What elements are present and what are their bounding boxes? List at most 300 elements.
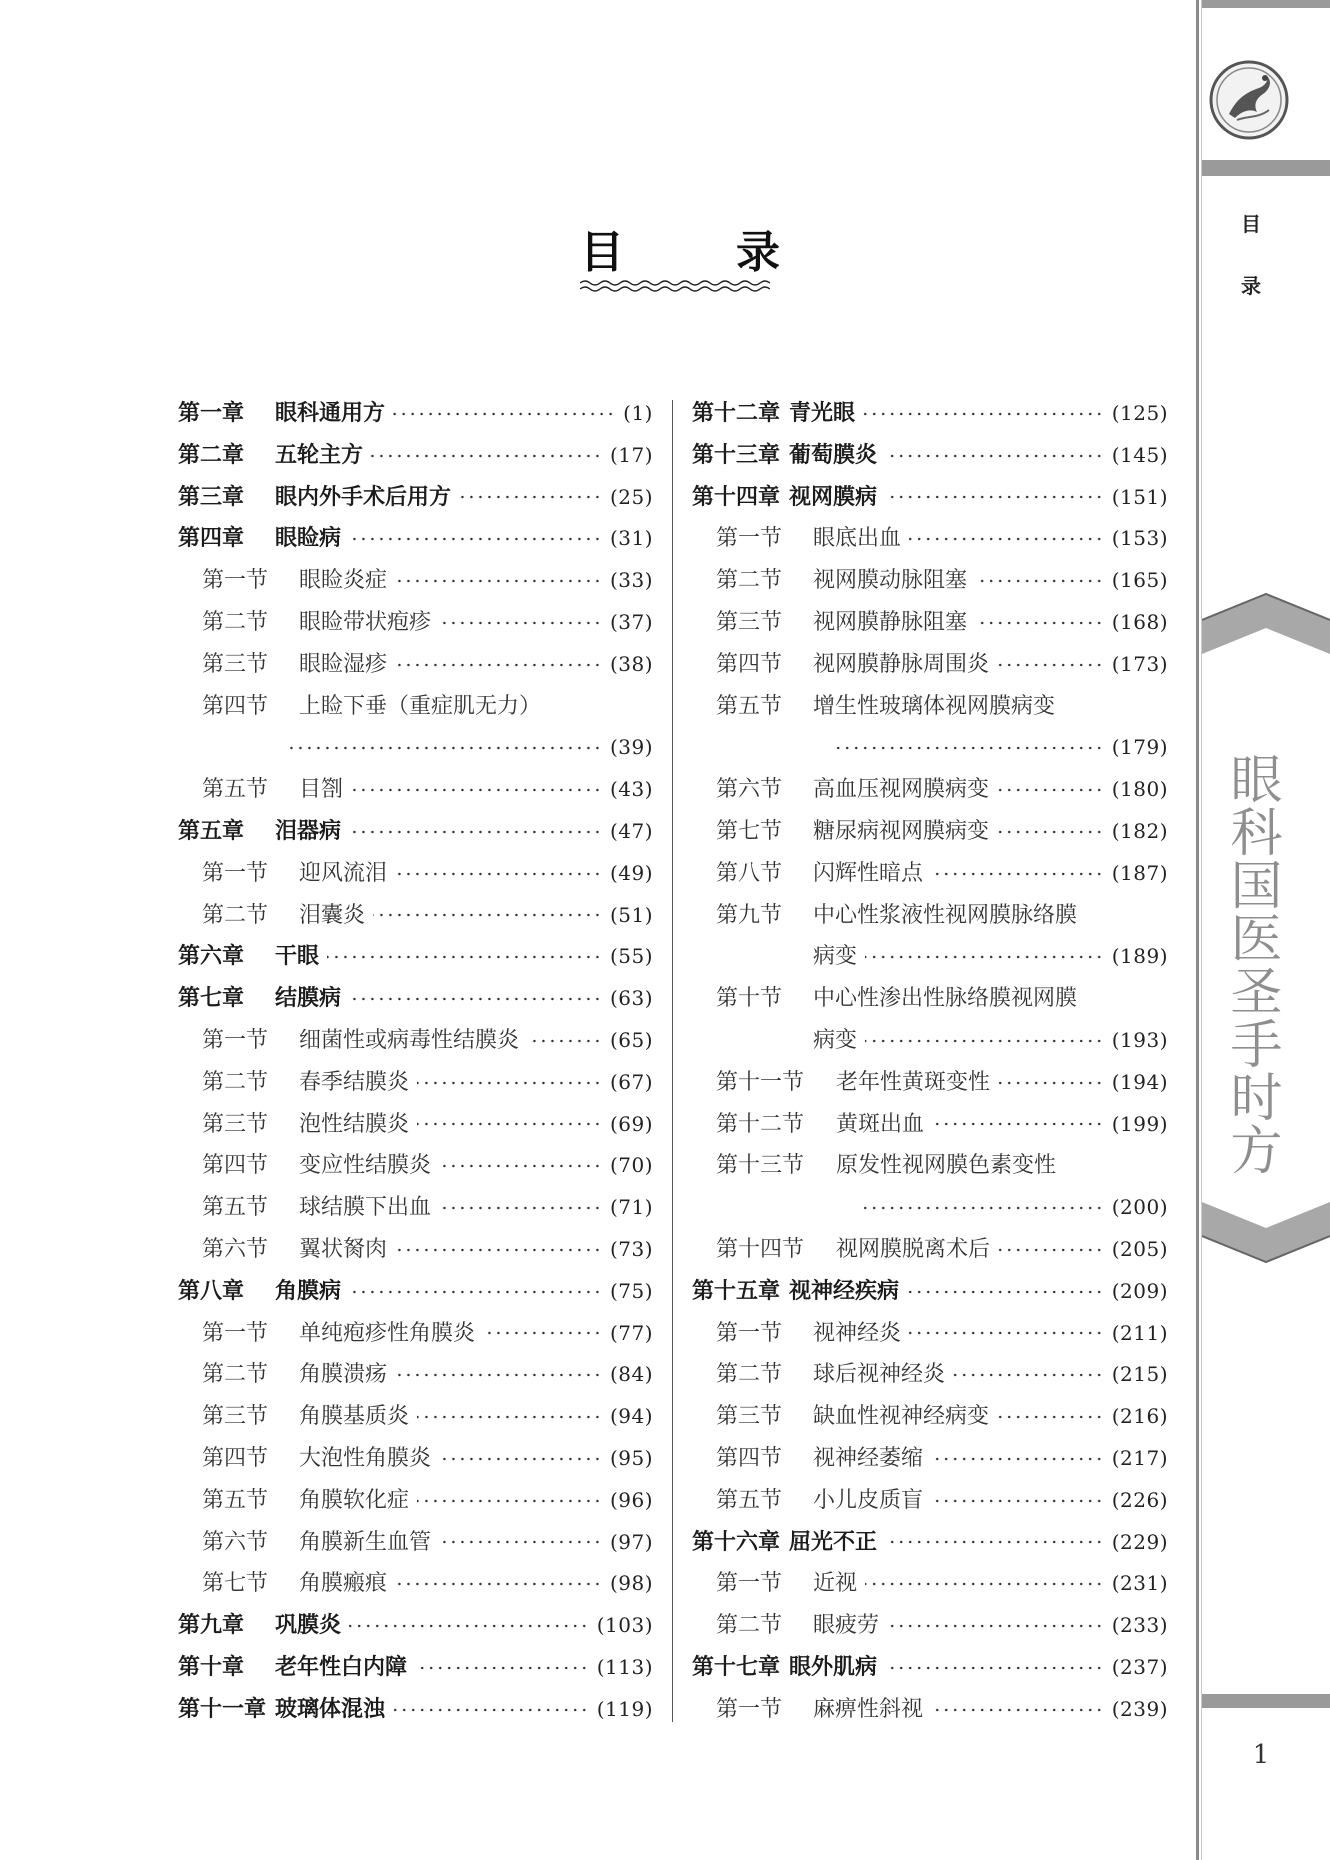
phoenix-seal-logo: [1207, 58, 1291, 142]
side-strip-band-top: [1202, 0, 1330, 8]
toc-page-number: (1): [623, 401, 653, 425]
toc-section-row: [178, 1187, 653, 1229]
toc-entry-title: 单纯疱疹性角膜炎: [299, 1320, 476, 1346]
toc-page-number: (209): [1111, 1278, 1168, 1303]
toc-page-number: (187): [1111, 860, 1168, 885]
toc-entry-number: 第五节: [202, 1195, 269, 1221]
toc-entry-title: 上睑下垂（重症肌无力）: [299, 693, 542, 719]
toc-entry-number: 第四节: [202, 693, 269, 719]
toc-entry-title: 视网膜静脉阻塞: [813, 609, 968, 635]
toc-leader-dots: [931, 1456, 1104, 1462]
toc-entry-number: 第四节: [716, 1445, 783, 1471]
toc-section-row: [178, 1313, 653, 1355]
toc-entry-title: 视网膜静脉周围炎: [813, 651, 990, 677]
toc-leader-dots: [439, 620, 602, 626]
toc-leader-dots: [290, 745, 602, 751]
toc-leader-dots: [931, 871, 1104, 877]
toc-chapter-row: [178, 435, 653, 477]
toc-leader-dots: [393, 1707, 589, 1713]
toc-entry-title: 角膜溃疡: [299, 1362, 388, 1388]
toc-page-number: (49): [609, 860, 653, 885]
toc-entry-title: 变应性结膜炎: [299, 1153, 432, 1179]
side-chevron-lower: [1202, 1202, 1330, 1266]
toc-page-number: (70): [609, 1153, 653, 1178]
toc-chapter-row: [692, 435, 1168, 477]
toc-entry-title: 高血压视网膜病变: [813, 777, 990, 803]
toc-page-number: (67): [609, 1069, 653, 1094]
toc-leader-dots: [395, 1372, 602, 1378]
toc-entry-title: 球结膜下出血: [299, 1195, 432, 1221]
toc-section-row: [178, 1229, 653, 1271]
page-title: [580, 228, 780, 278]
toc-page-number: (200): [1111, 1195, 1168, 1220]
toc-continuation-row: [692, 1020, 1168, 1062]
toc-page-number: (153): [1111, 526, 1168, 551]
toc-leader-dots: [885, 453, 1104, 459]
toc-page-number: (84): [609, 1362, 653, 1387]
toc-leader-dots: [907, 1289, 1104, 1295]
toc-entry-number: 第五节: [202, 777, 269, 803]
toc-page-number: (226): [1111, 1487, 1168, 1512]
toc-entry-number: 第一节: [202, 1320, 269, 1346]
toc-entry-title: 角膜软化症: [299, 1487, 410, 1513]
toc-continuation-row: [692, 727, 1168, 769]
toc-leader-dots: [909, 536, 1104, 542]
toc-page-number: (51): [609, 902, 653, 927]
toc-section-row: [178, 1522, 653, 1564]
toc-entry-title: 眼底出血: [813, 526, 902, 552]
toc-chapter-row: [178, 978, 653, 1020]
toc-entry-title: 角膜新生血管: [299, 1529, 432, 1555]
toc-leader-dots: [349, 1623, 589, 1629]
toc-page-number: (173): [1111, 651, 1168, 676]
toc-entry-title: 眼疲劳: [813, 1613, 880, 1639]
toc-page-number: (71): [609, 1195, 653, 1220]
toc-entry-number: 第二节: [716, 568, 783, 594]
toc-entry-number: 第九节: [716, 902, 783, 928]
toc-entry-title: 泪囊炎: [299, 902, 366, 928]
toc-entry-title: 迎风流泪: [299, 860, 388, 886]
toc-section-row: [692, 518, 1168, 560]
toc-chapter-row: [178, 1647, 653, 1689]
toc-page-number: (103): [596, 1613, 653, 1638]
toc-entry-title: 眼睑病: [275, 526, 342, 552]
toc-entry-title: 中心性渗出性脉络膜视网膜: [813, 986, 1078, 1012]
toc-entry-title: 眼睑炎症: [299, 568, 388, 594]
toc-entry-number: 第八章: [178, 1278, 245, 1304]
toc-page-number: (182): [1111, 818, 1168, 843]
toc-leader-dots: [997, 787, 1104, 793]
toc-page-number: (94): [609, 1404, 653, 1429]
toc-entry-title: 原发性视网膜色素变性: [836, 1153, 1057, 1179]
toc-page-number: (39): [609, 735, 653, 760]
column-divider: [672, 400, 673, 1722]
toc-page-number: (233): [1111, 1613, 1168, 1638]
toc-leader-dots: [439, 1539, 602, 1545]
toc-entry-title: 缺血性视神经病变: [813, 1404, 990, 1430]
toc-page-number: (215): [1111, 1362, 1168, 1387]
toc-entry-number: 第五章: [178, 818, 245, 844]
toc-entry-title: 视神经萎缩: [813, 1445, 924, 1471]
toc-page-number: (179): [1111, 735, 1168, 760]
toc-entry-number: 第三节: [202, 1111, 269, 1137]
toc-entry-number: 第五节: [716, 1487, 783, 1513]
toc-leader-dots: [395, 578, 602, 584]
toc-entry-number: 第四节: [202, 1153, 269, 1179]
toc-entry-title: 眼外肌病: [789, 1654, 878, 1680]
toc-entry-number: 第十二章: [692, 401, 781, 426]
toc-entry-number: 第一节: [716, 1320, 783, 1346]
toc-entry-number: 第六章: [178, 944, 245, 970]
toc-entry-number: 第二节: [716, 1362, 783, 1388]
toc-page-number: (216): [1111, 1404, 1168, 1429]
toc-leader-dots: [349, 996, 602, 1002]
toc-entry-number: 第四章: [178, 526, 245, 552]
toc-entry-number: 第二节: [202, 1362, 269, 1388]
toc-page-number: (189): [1111, 944, 1168, 969]
toc-page-number: (119): [596, 1696, 653, 1721]
toc-entry-number: 第一节: [202, 1027, 269, 1053]
toc-entry-title: 视神经炎: [813, 1320, 902, 1346]
toc-entry-title: 闪辉性暗点: [813, 860, 924, 886]
toc-entry-title: 屈光不正: [789, 1529, 878, 1555]
toc-page-number: (73): [609, 1236, 653, 1261]
page-number: 1: [1252, 1740, 1270, 1770]
toc-section-row: [692, 1480, 1168, 1522]
toc-entry-title: 视网膜动脉阻塞: [813, 568, 968, 594]
toc-chapter-row: [178, 518, 653, 560]
toc-section-row: [178, 769, 653, 811]
toc-chapter-row: [178, 393, 653, 435]
toc-page-number: (229): [1111, 1529, 1168, 1554]
toc-chapter-row: [178, 1689, 653, 1731]
toc-entry-title: 小儿皮质盲: [813, 1487, 924, 1513]
toc-page-number: (31): [609, 526, 653, 551]
toc-entry-number: 第十章: [178, 1654, 245, 1680]
toc-leader-dots: [483, 1330, 602, 1336]
toc-entry-number: 第十一节: [716, 1069, 805, 1095]
toc-section-row: [178, 644, 653, 686]
toc-page-number: (125): [1111, 401, 1168, 425]
toc-entry-title: 糖尿病视网膜病变: [813, 818, 990, 844]
toc-section-row: [692, 1104, 1168, 1146]
toc-section-row: [178, 895, 653, 937]
toc-entry-number: 第十节: [716, 986, 783, 1012]
title-wave-ornament: [580, 278, 770, 294]
toc-page-number: (145): [1111, 442, 1168, 467]
toc-chapter-row: [692, 1271, 1168, 1313]
toc-page-number: (113): [596, 1654, 653, 1679]
toc-entry-number: 第十五章: [692, 1278, 781, 1304]
toc-leader-dots: [997, 829, 1104, 835]
toc-chapter-row: [692, 1522, 1168, 1564]
toc-entry-title: 细菌性或病毒性结膜炎: [299, 1027, 520, 1053]
toc-section-row: [692, 1313, 1168, 1355]
toc-entry-title: 近视: [813, 1571, 858, 1597]
toc-entry-number: 第四节: [202, 1445, 269, 1471]
toc-entry-title: 眼睑湿疹: [299, 651, 388, 677]
side-chevron-upper: [1202, 590, 1330, 654]
toc-leader-dots: [998, 1080, 1104, 1086]
toc-entry-number: 第七节: [202, 1571, 269, 1597]
toc-leader-dots: [975, 578, 1104, 584]
page-title-char-2: 录: [736, 227, 780, 278]
toc-section-row: [692, 895, 1168, 937]
toc-entry-number: 第二节: [716, 1613, 783, 1639]
toc-entry-title: 翼状胬肉: [299, 1236, 388, 1262]
side-strip-band-lower: [1202, 1694, 1330, 1708]
toc-leader-dots: [885, 494, 1104, 500]
toc-entry-title: 角膜基质炎: [299, 1404, 410, 1430]
toc-leader-dots: [931, 1707, 1104, 1713]
toc-entry-number: 第七节: [716, 818, 783, 844]
toc-leader-dots: [885, 1665, 1104, 1671]
toc-chapter-row: [178, 1605, 653, 1647]
toc-entry-title: 老年性白内障: [275, 1654, 408, 1680]
toc-section-row: [692, 560, 1168, 602]
toc-section-row: [178, 1563, 653, 1605]
toc-leader-dots: [459, 494, 602, 500]
toc-section-row: [178, 1062, 653, 1104]
toc-leader-dots: [997, 662, 1104, 668]
toc-leader-dots: [863, 411, 1104, 417]
toc-chapter-row: [178, 811, 653, 853]
toc-entry-number: 第一节: [202, 568, 269, 594]
toc-leader-dots: [349, 536, 602, 542]
toc-page-number: (25): [609, 484, 653, 509]
toc-page-number: (231): [1111, 1571, 1168, 1596]
toc-section-row: [178, 1354, 653, 1396]
toc-entry-title: 中心性浆液性视网膜脉络膜: [813, 902, 1078, 928]
side-label-top: 目: [1241, 212, 1261, 236]
toc-page-number: (199): [1111, 1111, 1168, 1136]
toc-section-row: [692, 1438, 1168, 1480]
toc-entry-number: 第十七章: [692, 1654, 781, 1680]
toc-leader-dots: [439, 1163, 602, 1169]
toc-section-row: [692, 1145, 1168, 1187]
toc-entry-title: 玻璃体混浊: [275, 1696, 386, 1722]
toc-entry-number: 第一节: [202, 860, 269, 886]
toc-section-row: [178, 1145, 653, 1187]
toc-page-number: (239): [1111, 1696, 1168, 1721]
toc-entry-number: 第十三节: [716, 1153, 805, 1179]
toc-entry-number: 第六节: [716, 777, 783, 803]
toc-entry-title: 视网膜病: [789, 484, 878, 510]
toc-leader-dots: [865, 1038, 1104, 1044]
page-title-char-1: 目: [580, 227, 624, 278]
toc-section-row: [692, 686, 1168, 728]
toc-chapter-row: [692, 393, 1168, 435]
book-title-vertical: 眼科国医圣手时方: [1221, 752, 1281, 1176]
toc-section-row: [178, 853, 653, 895]
toc-leader-dots: [327, 954, 602, 960]
toc-leader-dots: [417, 1498, 602, 1504]
toc-chapter-row: [692, 1647, 1168, 1689]
toc-section-row: [692, 1605, 1168, 1647]
toc-entry-title: 眼内外手术后用方: [275, 484, 452, 510]
toc-entry-number: 第十二节: [716, 1111, 805, 1137]
toc-entry-number: 第二节: [202, 609, 269, 635]
toc-entry-number: 第六节: [202, 1236, 269, 1262]
toc-entry-title: 视神经疾病: [789, 1278, 900, 1304]
toc-leader-dots: [351, 787, 602, 793]
toc-page-number: (97): [609, 1529, 653, 1554]
toc-leader-dots: [865, 1581, 1104, 1587]
toc-page-number: (17): [609, 442, 653, 467]
toc-entry-number: 第三章: [178, 484, 245, 510]
toc-entry-number: 第十四章: [692, 484, 781, 510]
toc-right-column: [692, 393, 1168, 1731]
toc-entry-title: 黄斑出血: [836, 1111, 925, 1137]
toc-page-number: (168): [1111, 609, 1168, 634]
side-label-bottom: 录: [1241, 274, 1261, 298]
toc-entry-number: 第八节: [716, 860, 783, 886]
toc-entry-number: 第一节: [716, 1696, 783, 1722]
toc-leader-dots: [417, 1121, 602, 1127]
toc-page-number: (38): [609, 651, 653, 676]
toc-leader-dots: [834, 745, 1104, 751]
toc-entry-title: 结膜病: [275, 986, 342, 1012]
toc-entry-title: 增生性玻璃体视网膜病变: [813, 693, 1056, 719]
toc-entry-number: 第五节: [202, 1487, 269, 1513]
toc-entry-number: 第六节: [202, 1529, 269, 1555]
toc-section-row: [692, 1396, 1168, 1438]
toc-page-number: (75): [609, 1278, 653, 1303]
toc-leader-dots: [439, 1205, 602, 1211]
toc-section-row: [692, 978, 1168, 1020]
toc-leader-dots: [349, 829, 602, 835]
toc-entry-number: 第三节: [716, 1404, 783, 1430]
toc-entry-number: 第三节: [716, 609, 783, 635]
toc-page-number: (96): [609, 1487, 653, 1512]
toc-entry-number: 第一节: [716, 526, 783, 552]
toc-leader-dots: [439, 1456, 602, 1462]
toc-leader-dots: [417, 1414, 602, 1420]
toc-page-number: (47): [609, 818, 653, 843]
toc-section-row: [178, 1396, 653, 1438]
toc-leader-dots: [953, 1372, 1104, 1378]
toc-section-row: [692, 1563, 1168, 1605]
toc-section-row: [178, 686, 653, 728]
toc-leader-dots: [997, 1414, 1104, 1420]
toc-section-row: [692, 644, 1168, 686]
toc-leader-dots: [858, 1205, 1104, 1211]
toc-continuation-row: [178, 727, 653, 769]
toc-entry-title: 大泡性角膜炎: [299, 1445, 432, 1471]
toc-continuation-row: [692, 1187, 1168, 1229]
toc-page-number: (77): [609, 1320, 653, 1345]
toc-entry-number: 第二章: [178, 442, 245, 468]
toc-page-number: (205): [1111, 1236, 1168, 1261]
toc-continuation-row: [692, 936, 1168, 978]
toc-entry-title: 春季结膜炎: [299, 1069, 410, 1095]
toc-entry-number: 第一节: [716, 1571, 783, 1597]
toc-entry-title: 巩膜炎: [275, 1613, 342, 1639]
toc-entry-number: 第四节: [716, 651, 783, 677]
side-strip-border-inner: [1201, 0, 1202, 1860]
toc-entry-title: 病变: [813, 944, 858, 970]
toc-entry-number: 第十三章: [692, 442, 781, 468]
toc-section-row: [692, 853, 1168, 895]
toc-leader-dots: [527, 1038, 602, 1044]
toc-entry-title: 眼科通用方: [275, 401, 386, 426]
toc-entry-number: 第二节: [202, 1069, 269, 1095]
toc-entry-number: 第三节: [202, 651, 269, 677]
toc-section-row: [178, 1020, 653, 1062]
toc-entry-number: 第十六章: [692, 1529, 781, 1555]
toc-page-number: (55): [609, 944, 653, 969]
toc-section-row: [692, 769, 1168, 811]
toc-entry-title: 葡萄膜炎: [789, 442, 878, 468]
toc-section-row: [178, 560, 653, 602]
side-strip-band-upper: [1202, 160, 1330, 176]
toc-entry-title: 泪器病: [275, 818, 342, 844]
toc-entry-title: 病变: [813, 1027, 858, 1053]
toc-entry-title: 角膜瘢痕: [299, 1571, 388, 1597]
toc-entry-title: 眼睑带状疱疹: [299, 609, 432, 635]
toc-section-row: [692, 1354, 1168, 1396]
toc-leader-dots: [349, 1289, 602, 1295]
toc-page-number: (33): [609, 568, 653, 593]
toc-leader-dots: [932, 1121, 1104, 1127]
toc-section-row: [178, 1104, 653, 1146]
toc-section-row: [692, 1689, 1168, 1731]
toc-leader-dots: [931, 1498, 1104, 1504]
toc-leader-dots: [885, 1539, 1104, 1545]
toc-page-number: (217): [1111, 1445, 1168, 1470]
toc-leader-dots: [371, 453, 602, 459]
toc-page-number: (65): [609, 1027, 653, 1052]
toc-entry-title: 老年性黄斑变性: [836, 1069, 991, 1095]
toc-entry-number: 第十一章: [178, 1696, 267, 1722]
toc-section-row: [178, 602, 653, 644]
toc-chapter-row: [178, 936, 653, 978]
toc-section-row: [692, 1229, 1168, 1271]
toc-section-row: [178, 1480, 653, 1522]
toc-entry-title: 目劄: [299, 777, 344, 803]
side-strip-border: [1196, 0, 1199, 1860]
toc-entry-number: 第三节: [202, 1404, 269, 1430]
toc-page-number: (237): [1111, 1654, 1168, 1679]
toc-page-number: (165): [1111, 568, 1168, 593]
toc-entry-title: 青光眼: [789, 401, 856, 426]
toc-leader-dots: [417, 1080, 602, 1086]
toc-leader-dots: [887, 1623, 1104, 1629]
toc-chapter-row: [692, 477, 1168, 519]
toc-page-number: (69): [609, 1111, 653, 1136]
toc-page-number: (211): [1111, 1320, 1168, 1345]
toc-entry-title: 视网膜脱离术后: [836, 1236, 991, 1262]
toc-page-number: (180): [1111, 777, 1168, 802]
toc-entry-number: 第一章: [178, 401, 245, 426]
toc-left-column: [178, 393, 653, 1731]
toc-section-row: [178, 1438, 653, 1480]
toc-leader-dots: [395, 662, 602, 668]
toc-leader-dots: [373, 912, 602, 918]
toc-entry-title: 五轮主方: [275, 442, 364, 468]
toc-leader-dots: [998, 1247, 1104, 1253]
toc-chapter-row: [178, 1271, 653, 1313]
toc-page-number: (43): [609, 777, 653, 802]
toc-page-number: (63): [609, 986, 653, 1011]
toc-entry-title: 干眼: [275, 944, 320, 970]
toc-leader-dots: [415, 1665, 589, 1671]
toc-page-number: (95): [609, 1445, 653, 1470]
toc-page-number: (194): [1111, 1069, 1168, 1094]
toc-leader-dots: [865, 954, 1104, 960]
toc-page-number: (37): [609, 609, 653, 634]
toc-entry-title: 麻痹性斜视: [813, 1696, 924, 1722]
